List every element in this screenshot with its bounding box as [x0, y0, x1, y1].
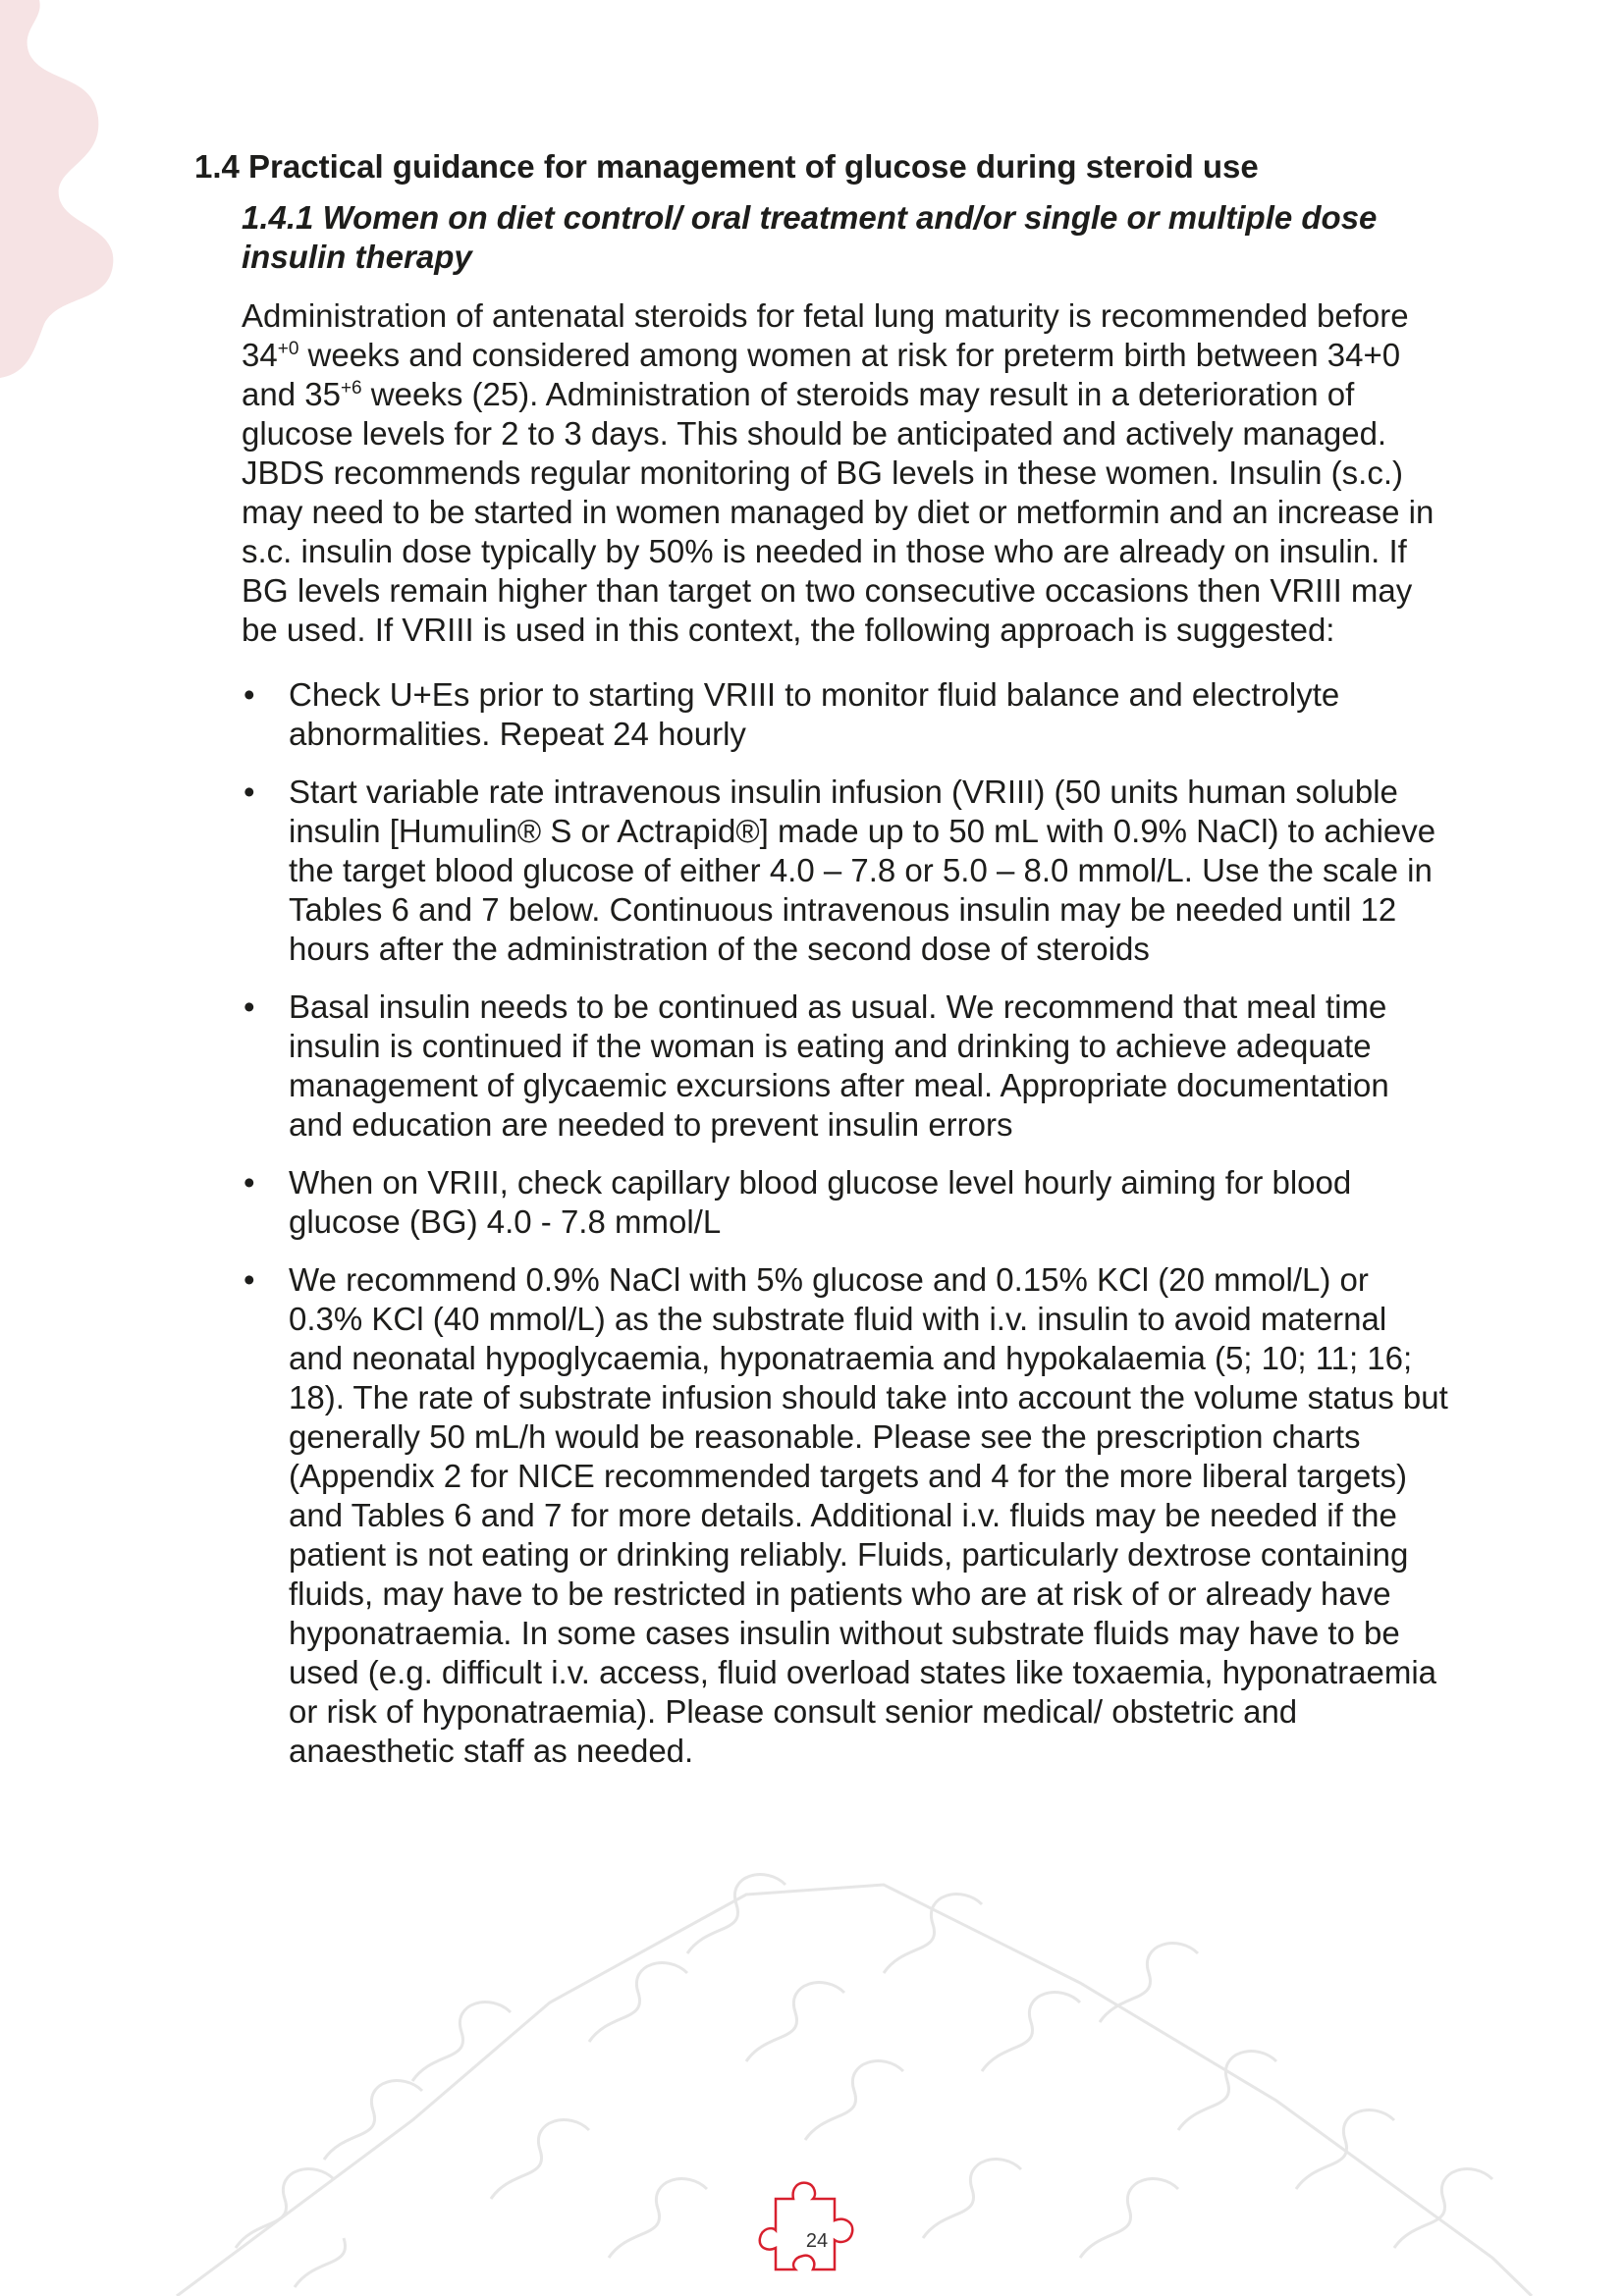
bullet-icon: •	[244, 1164, 255, 1201]
bullet-icon: •	[244, 1261, 255, 1298]
superscript-plus-6: +6	[340, 378, 362, 399]
list-item	[242, 1260, 1449, 1771]
bullet-icon: •	[244, 988, 255, 1025]
bullet-list	[242, 675, 1449, 1771]
list-item-text: When on VRIII, check capillary blood glucose level hourly aiming for blood glucose (BG) 4.0 - 7.8 mmol/L	[289, 1164, 1352, 1240]
intro-text-part-1: Administration of antenatal steroids for fetal lung maturity is recommended before 34	[242, 297, 1409, 373]
list-item	[242, 773, 1449, 969]
list-item-text: Start variable rate intravenous insulin infusion (VRIII) (50 units human soluble insulin [Humulin® S or Actrapid®] made up to 50 mL with 0.9% NaCl) to achieve the target blood glucose of either 4.0 – 7.8 or 5.0 – 8.0 mmol/L. Use the scale in Tables 6 and 7 below. Continuous intravenous insulin may be needed until 12 hours after the administration of the second dose of steroids	[289, 774, 1436, 967]
superscript-plus-0: +0	[277, 339, 299, 359]
intro-text-part-2: weeks and considered among women at risk for preterm birth between 34+0 and 35	[242, 337, 1401, 412]
page-number: 24	[805, 2230, 829, 2252]
list-item-text: We recommend 0.9% NaCl with 5% glucose and 0.15% KCl (20 mmol/L) or 0.3% KCl (40 mmol/L) as the substrate fluid with i.v. insulin to avoid maternal and neonatal hypoglycaemia, hyponatraemia and hypokalaemia (5; 10; 11; 16; 18). The rate of substrate infusion should take into account the volume status but generally 50 mL/h would be reasonable. Please see the prescription charts (Appendix 2 for NICE recommended targets and 4 for the more liberal targets) and Tables 6 and 7 for more details. Additional i.v. fluids may be needed if the patient is not eating or drinking reliably. Fluids, particularly dextrose containing fluids, may have to be restricted in patients who are at risk of or already have hyponatraemia. In some cases insulin without substrate fluids may have to be used (e.g. difficult i.v. access, fluid overload states like toxaemia, hyponatraemia or risk of hyponatraemia). Please consult senior medical/ obstetric and anaesthetic staff as needed.	[289, 1261, 1448, 1769]
list-item	[242, 988, 1449, 1145]
section-title: 1.4 Practical guidance for management of glucose during steroid use	[194, 148, 1259, 185]
list-item-text: Check U+Es prior to starting VRIII to monitor fluid balance and electrolyte abnormalities. Repeat 24 hourly	[289, 676, 1340, 752]
page-content	[194, 145, 1451, 1789]
list-item-text: Basal insulin needs to be continued as usual. We recommend that meal time insulin is continued if the woman is eating and drinking to achieve adequate management of glycaemic excursions after meal. Appropriate documentation and education are needed to prevent insulin errors	[289, 988, 1389, 1143]
bullet-icon: •	[244, 774, 255, 810]
corner-puzzle-decoration	[0, 0, 128, 412]
list-item	[242, 675, 1449, 754]
list-item	[242, 1163, 1449, 1242]
intro-paragraph	[242, 296, 1449, 650]
subsection-title: 1.4.1 Women on diet control/ oral treatment and/or single or multiple dose insulin therapy	[242, 199, 1378, 275]
bullet-icon: •	[244, 676, 255, 713]
intro-text-part-3: weeks (25). Administration of steroids may result in a deterioration of glucose levels for 2 to 3 days. This should be anticipated and actively managed. JBDS recommends regular monitoring of BG levels in these women. Insulin (s.c.) may need to be started in women managed by diet or metformin and an increase in s.c. insulin dose typically by 50% is needed in those who are already on insulin. If BG levels remain higher than target on two consecutive occasions then VRIII may be used. If VRIII is used in this context, the following approach is suggested:	[242, 376, 1435, 648]
